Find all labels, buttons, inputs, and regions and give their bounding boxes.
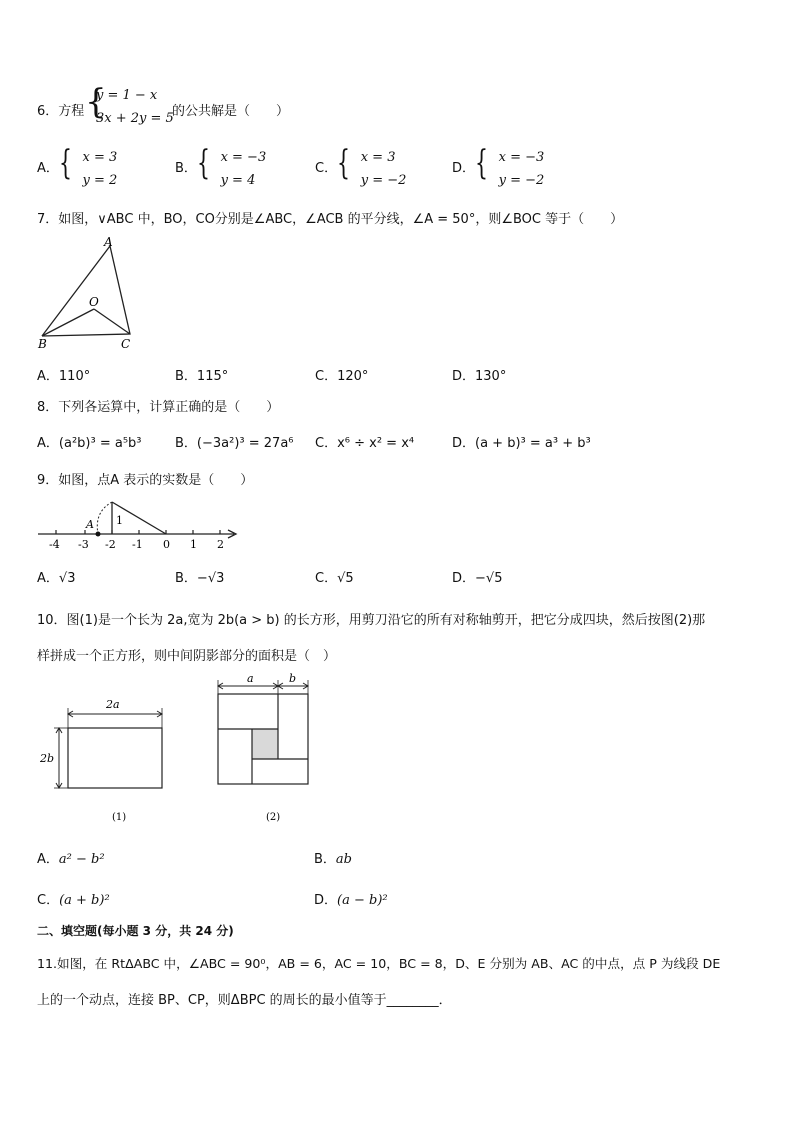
figure-2-square [218,672,308,823]
equation-line: y = −2 [360,173,407,188]
figure-1-rectangle [39,698,162,823]
tick-label: -4 [49,538,60,551]
q11-stem-line2: 上的一个动点，连接 BP、CP，则ΔBPC 的周长的最小值等于________． [37,993,452,1008]
option-value: (a − b)² [337,893,388,908]
q9-option-b[interactable] [175,567,224,586]
option-value: (a + b)² [59,893,110,908]
brace: { [337,143,351,183]
option-value: x⁶ ÷ x² = x⁴ [337,436,415,451]
option-value: √3 [58,571,76,586]
option-value: 130° [475,369,507,384]
option-letter: A． [37,571,59,586]
q9-option-d[interactable] [452,567,502,586]
option-letter: D． [452,369,476,384]
option-letter: D． [314,893,338,908]
option-letter: D． [452,161,476,176]
option-value: −√5 [475,571,503,586]
tick-label: 2 [217,538,224,551]
q6-stem: 6．方程 [37,104,85,119]
q6-option-b[interactable] [175,143,267,192]
system-lines [83,146,118,192]
tick-label: 1 [190,538,197,551]
equation-line: y = 4 [220,173,256,188]
q10-stem-line2: 样拼成一个正方形，则中间阴影部分的面积是（ ） [37,649,337,664]
option-value: −√3 [196,571,225,586]
option-value: (a + b)³ = a³ + b³ [475,436,591,451]
equation-line: x = 3 [82,150,118,165]
equation-line: y = −2 [498,173,545,188]
option-value: ab [335,852,352,867]
q11-answer-blank[interactable]: ________． [386,993,452,1008]
equation-line: x = −3 [498,150,545,165]
q10-option-a[interactable] [37,848,105,867]
option-letter: A． [37,852,59,867]
q8-option-c[interactable] [315,432,414,451]
q10-stem-line1: 10．图(1)是一个长为 2a,宽为 2b(a > b) 的长方形，用剪刀沿它的所有对称轴剪开，把它分成四块，然后按图(2)那 [37,613,706,628]
fig1-caption: (1) [112,812,127,823]
q9-option-c[interactable] [315,567,354,586]
tick-label: -3 [78,538,89,551]
system-lines [221,146,267,192]
brace: { [58,143,72,183]
q11-stem-line1: 11.如图，在 RtΔABC 中，∠ABC = 90⁰，AB = 6，AC = 10，BC = 8，D、E 分别为 AB、AC 的中点，点 P 为线段 DE [37,956,721,971]
option-letter: C． [37,893,60,908]
option-letter: B． [314,852,336,867]
shaded-square [252,729,278,759]
q6-brace: { [85,82,107,122]
q10-option-c[interactable] [37,889,110,908]
option-value: (a²b)³ = a⁵b³ [58,436,142,451]
label-C: C [121,337,131,351]
q7-option-a[interactable] [37,365,90,384]
option-letter: C． [315,369,338,384]
q6-eq2: 3x + 2y = 5 [96,111,174,126]
option-letter: B． [175,161,197,176]
fig2-a-label: a [247,672,254,685]
equation-line: x = −3 [220,150,267,165]
q8-option-a[interactable] [37,432,142,451]
q6-option-a[interactable] [37,143,118,192]
option-letter: C． [315,161,338,176]
option-letter: D． [452,571,476,586]
q9-number-line-figure [36,494,246,552]
q6-option-c[interactable] [315,143,407,192]
option-letter: D． [452,436,476,451]
brace: { [475,143,488,183]
q8-stem: 8．下列各运算中，计算正确的是（ ） [37,400,280,415]
q8-option-b[interactable] [175,432,294,451]
option-letter: B． [175,436,197,451]
tick-label: -2 [105,538,116,551]
option-letter: C． [315,571,338,586]
q7-triangle-figure [36,236,136,352]
q7-stem: 7．如图，∨ABC 中，BO，CO分别是∠ABC，∠ACB 的平分线，∠A = 50°，则∠BOC 等于（ ） [37,212,624,227]
fig2-caption: (2) [266,812,281,823]
q7-option-c[interactable] [315,365,368,384]
label-B: B [38,337,47,351]
option-letter: A． [37,436,59,451]
option-value: 115° [196,369,229,384]
brace: { [196,143,210,183]
q9-option-a[interactable] [37,567,75,586]
option-value: a² − b² [58,852,105,867]
q10-option-b[interactable] [314,848,352,867]
height-label: 1 [116,514,123,527]
option-letter: C． [315,436,338,451]
equation-line: y = 2 [82,173,118,188]
q7-option-b[interactable] [175,365,228,384]
option-value: (−3a²)³ = 27a⁶ [196,436,294,451]
option-letter: B． [175,369,197,384]
fig1-width-label: 2a [106,698,120,711]
system-lines [361,146,407,192]
option-letter: A． [37,161,59,176]
point-A-label: A [86,518,94,531]
label-O: O [89,295,99,309]
tick-label: -1 [132,538,143,551]
q10-option-d[interactable] [314,889,388,908]
label-A: A [104,236,113,249]
q9-stem: 9．如图，点A 表示的实数是（ ） [37,473,254,488]
system-lines [499,146,545,192]
equation-line: x = 3 [360,150,396,165]
section-2-heading: 二、填空题(每小题 3 分，共 24 分) [37,924,234,938]
q10-figures [36,670,326,830]
q6-tail: 的公共解是（ ） [172,104,290,119]
option-letter: B． [175,571,197,586]
q6-option-d[interactable] [452,143,545,192]
q6-eq1: y = 1 − x [96,88,158,103]
fig1-height-label: 2b [40,752,55,765]
q8-option-d[interactable] [452,432,591,451]
q7-option-d[interactable] [452,365,506,384]
fig2-b-label: b [289,672,297,685]
option-value: 120° [337,369,369,384]
tick-label: 0 [163,538,170,551]
option-letter: A． [37,369,59,384]
option-value: √5 [337,571,354,586]
option-value: 110° [58,369,91,384]
